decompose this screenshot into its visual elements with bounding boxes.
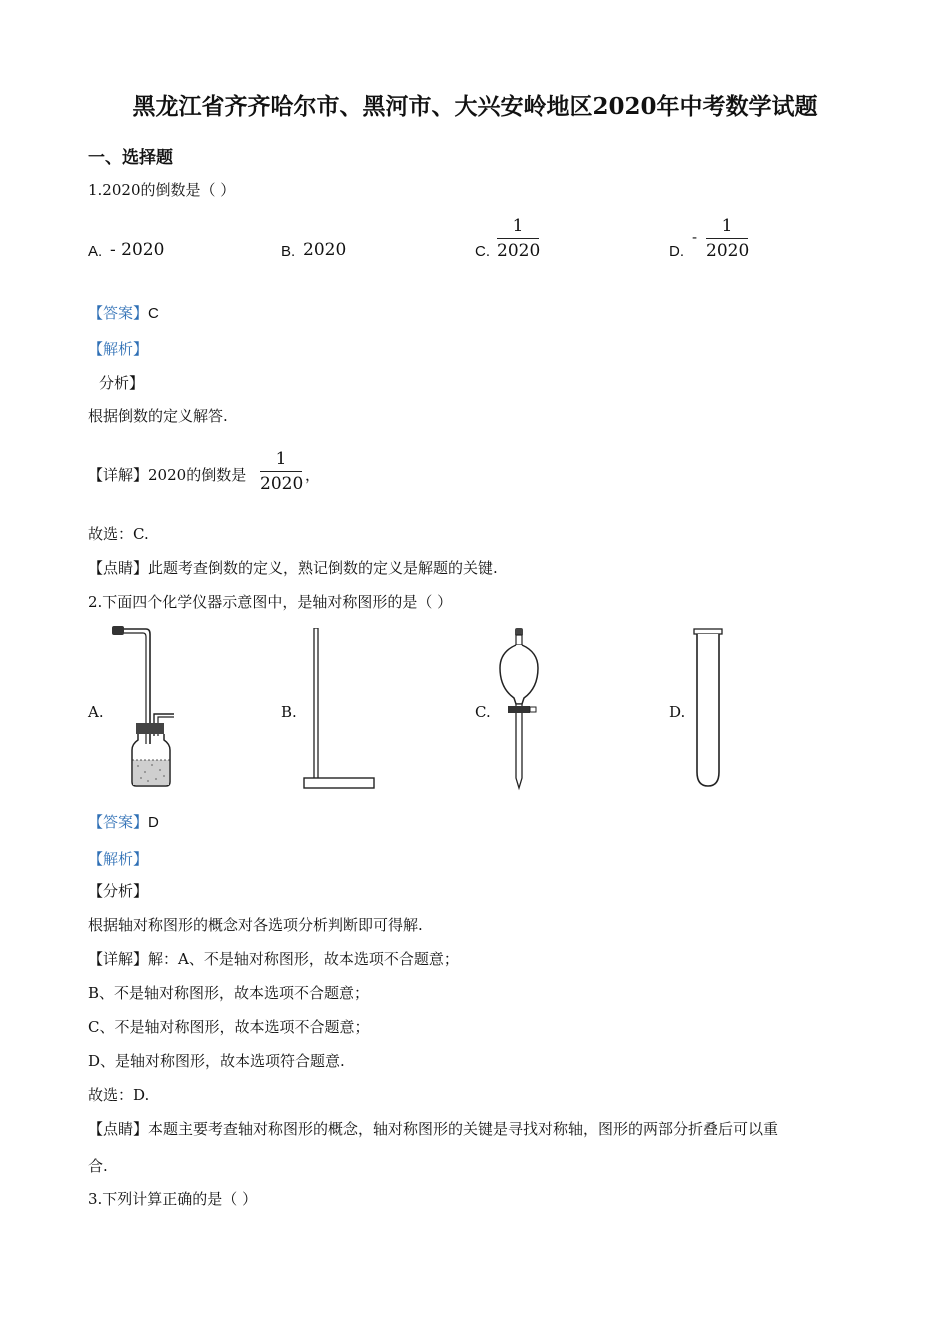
page-title: 黑龙江省齐齐哈尔市、黑河市、大兴安岭地区2020年中考数学试题: [132, 93, 818, 120]
dianjing-text: 此题考查倒数的定义，熟记倒数的定义是解题的关键.: [148, 559, 498, 577]
section-heading: 一、选择题: [88, 148, 173, 168]
q2-line-c: C、不是轴对称图形，故本选项不合题意；: [88, 1018, 370, 1036]
q1-detail-tail: ，: [305, 466, 321, 484]
q2-detail: [88, 948, 459, 969]
iron-stand-icon: [300, 628, 380, 792]
q2-dianjing-cont: 合.: [88, 1157, 108, 1175]
dianjing-tag: 【点睛】: [88, 559, 149, 577]
q2-answer: [88, 811, 159, 832]
q3-stem: 3.下列计算正确的是（ ）: [88, 1190, 258, 1208]
q1-detail: [88, 464, 246, 485]
answer-value: C: [148, 305, 159, 322]
q2-stem: 2.下面四个化学仪器示意图中，是轴对称图形的是（ ）: [88, 593, 453, 611]
test-tube-icon: [692, 628, 726, 792]
q2-line-b: B、不是轴对称图形，故本选项不合题意；: [88, 984, 370, 1002]
q1-option-b-value: 2020: [303, 240, 347, 260]
q2-analysis-tag: 【解析】: [88, 850, 149, 868]
dianjing-tag: 【点睛】: [88, 1120, 149, 1138]
answer-value: D: [148, 814, 159, 831]
separatory-funnel-icon: [496, 628, 546, 792]
q1-option-d-label: D.: [669, 243, 684, 260]
dianjing-text: 本题主要考查轴对称图形的概念，轴对称图形的关键是寻找对称轴，图形的两部分折叠后可以重: [148, 1120, 779, 1138]
answer-tag: 【答案】: [88, 304, 149, 322]
q2-option-b-label: B.: [281, 703, 297, 721]
q2-option-c-label: C.: [475, 703, 491, 721]
detail-text: 2020的倒数是: [148, 466, 247, 484]
q1-option-c-fraction: [497, 215, 539, 262]
q1-option-a-value: - 2020: [110, 240, 165, 260]
q1-option-c-label: C.: [475, 243, 490, 260]
q1-choice: 故选：C.: [88, 525, 149, 543]
fraction-denominator: 2020: [706, 241, 750, 261]
gas-washing-bottle-icon: [108, 626, 180, 790]
q1-answer: [88, 302, 159, 323]
q1-option-b-label: B.: [281, 243, 296, 260]
q2-option-d-label: D.: [669, 703, 686, 721]
fraction-numerator: 1: [512, 216, 524, 236]
fraction-bar: [497, 238, 539, 239]
q1-analysis-tag: 【解析】: [88, 340, 149, 358]
answer-tag: 【答案】: [88, 813, 149, 831]
fraction-denominator: 2020: [260, 474, 304, 494]
q2-option-a-label: A.: [88, 703, 104, 721]
q2-fenxi-text: 根据轴对称图形的概念对各选项分析判断即可得解.: [88, 916, 423, 934]
detail-tag: 【详解】: [88, 950, 149, 968]
fraction-numerator: 1: [275, 449, 287, 469]
q1-option-d-fraction: [706, 215, 748, 262]
fraction-bar: [706, 238, 748, 239]
q1-dianjing: [88, 557, 498, 578]
q1-fenxi-text: 根据倒数的定义解答.: [88, 407, 228, 425]
q1-fenxi-tag: 分析】: [99, 374, 145, 392]
detail-text: 解：A、不是轴对称图形，故本选项不合题意；: [148, 950, 459, 968]
q1-stem: 1.2020的倒数是（ ）: [88, 181, 236, 199]
q2-line-d: D、是轴对称图形，故本选项符合题意.: [88, 1052, 345, 1070]
q1-option-a-label: A.: [88, 243, 103, 260]
q1-detail-fraction: [260, 448, 302, 495]
fraction-numerator: 1: [721, 216, 733, 236]
fraction-denominator: 2020: [497, 241, 541, 261]
q2-fenxi-tag: 【分析】: [88, 882, 149, 900]
q2-choice: 故选：D.: [88, 1086, 150, 1104]
q2-dianjing: [88, 1118, 778, 1139]
q1-option-d-sign: -: [692, 228, 698, 246]
fraction-bar: [260, 471, 302, 472]
detail-tag: 【详解】: [88, 466, 149, 484]
